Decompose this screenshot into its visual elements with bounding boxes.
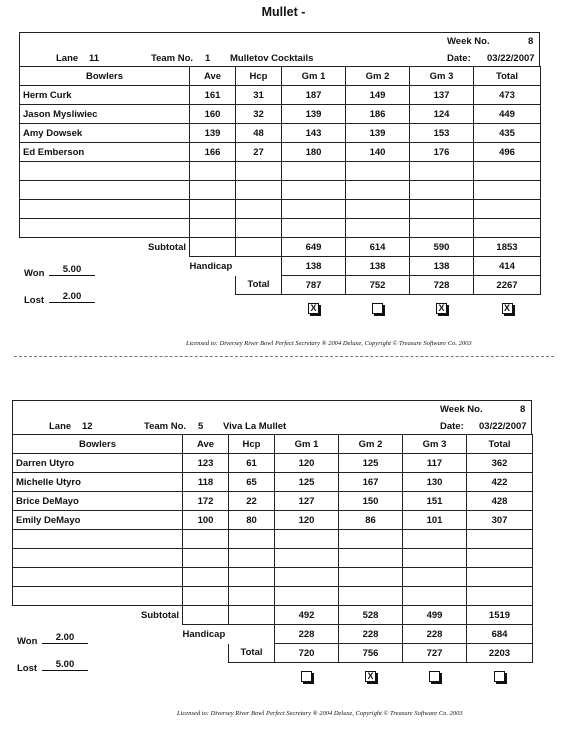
bowler-hcp: 32: [236, 105, 282, 124]
bowler-g3: 137: [410, 86, 474, 105]
empty-cell: [190, 219, 236, 238]
bowler-ave: 139: [190, 124, 236, 143]
total-value: 727: [403, 644, 467, 663]
bowler-ave: 123: [183, 454, 229, 473]
column-header: Ave: [190, 67, 236, 86]
empty-cell: [474, 219, 541, 238]
empty-cell: [13, 549, 183, 568]
bowler-name: Brice DeMayo: [13, 492, 183, 511]
won-label: Won: [17, 636, 38, 647]
subtotal-value: 1853: [474, 238, 541, 257]
handicap-label: Handicap: [182, 628, 226, 640]
team-number: 1: [205, 53, 211, 64]
lost-label: Lost: [17, 663, 38, 674]
empty-cell: [190, 238, 236, 257]
bowler-g3: 124: [410, 105, 474, 124]
empty-cell: [13, 568, 183, 587]
bowler-total: 496: [474, 143, 541, 162]
bowler-row: [13, 511, 533, 530]
game-win-checkbox[interactable]: X: [308, 303, 319, 314]
handicap-value: 228: [403, 625, 467, 644]
empty-cell: [183, 568, 229, 587]
handicap-value: 138: [282, 257, 346, 276]
empty-cell: [403, 530, 467, 549]
header-row: [20, 67, 541, 86]
empty-cell: [339, 568, 403, 587]
header-row: [13, 435, 533, 454]
lost-value: 5.00: [42, 659, 88, 671]
week-number: 8: [528, 36, 534, 47]
empty-cell: [190, 200, 236, 219]
game-win-checkbox[interactable]: X: [502, 303, 513, 314]
empty-cell: [339, 530, 403, 549]
bowler-g3: 176: [410, 143, 474, 162]
empty-cell: [190, 162, 236, 181]
bowler-total: 422: [467, 473, 533, 492]
bowler-g1: 187: [282, 86, 346, 105]
subtotal-value: 590: [410, 238, 474, 257]
empty-cell: [236, 181, 282, 200]
total-label: Total: [229, 644, 275, 663]
empty-cell: [410, 219, 474, 238]
bowler-total: 428: [467, 492, 533, 511]
empty-cell: [13, 587, 183, 606]
bowler-g3: 130: [403, 473, 467, 492]
bowler-hcp: 80: [229, 511, 275, 530]
bowler-g1: 120: [275, 511, 339, 530]
subtotal-row: [13, 606, 533, 625]
total-value: 787: [282, 276, 346, 295]
handicap-value: 228: [339, 625, 403, 644]
empty-cell: [275, 587, 339, 606]
subtotal-value: 614: [346, 238, 410, 257]
game-win-checkbox[interactable]: X: [436, 303, 447, 314]
empty-cell: [410, 200, 474, 219]
empty-cell: [339, 587, 403, 606]
empty-cell: [236, 162, 282, 181]
empty-cell: [20, 219, 190, 238]
bowler-g2: 149: [346, 86, 410, 105]
bowler-total: 449: [474, 105, 541, 124]
empty-cell: [229, 549, 275, 568]
empty-cell: [236, 200, 282, 219]
total-value: 728: [410, 276, 474, 295]
total-row: [20, 276, 541, 295]
column-header: Total: [467, 435, 533, 454]
bowler-row: [20, 105, 541, 124]
bowler-row: [13, 492, 533, 511]
column-header: Total: [474, 67, 541, 86]
empty-cell: [229, 587, 275, 606]
bowler-ave: 118: [183, 473, 229, 492]
bowler-g3: 151: [403, 492, 467, 511]
date-label: Date:: [440, 421, 464, 432]
empty-cell: [474, 200, 541, 219]
empty-cell: [282, 200, 346, 219]
team-label: Team No.: [144, 421, 187, 432]
empty-cell: [229, 606, 275, 625]
bowler-row: [20, 86, 541, 105]
column-header: Gm 1: [282, 67, 346, 86]
won-value: 5.00: [49, 264, 95, 276]
week-label: Week No.: [447, 36, 490, 47]
empty-cell: [190, 276, 236, 295]
empty-cell: [474, 162, 541, 181]
bowler-row: [20, 143, 541, 162]
total-row: [13, 644, 533, 663]
team-name: Viva La Mullet: [223, 421, 287, 432]
empty-cell: [467, 549, 533, 568]
empty-cell: [275, 568, 339, 587]
empty-cell: [20, 181, 190, 200]
empty-cell: [346, 200, 410, 219]
subtotal-row: [20, 238, 541, 257]
bowler-hcp: 65: [229, 473, 275, 492]
column-header: Gm 1: [275, 435, 339, 454]
won-label: Won: [24, 268, 45, 279]
bowler-name: Darren Utyro: [13, 454, 183, 473]
game-win-checkbox[interactable]: [301, 671, 312, 682]
empty-cell: [410, 162, 474, 181]
team-name: Mulletov Cocktails: [230, 53, 314, 64]
bowler-hcp: 48: [236, 124, 282, 143]
subtotal-value: 649: [282, 238, 346, 257]
empty-cell: [183, 530, 229, 549]
empty-cell: [403, 568, 467, 587]
page-title: Mullet -: [261, 5, 306, 19]
column-header: Ave: [183, 435, 229, 454]
bowler-g2: 140: [346, 143, 410, 162]
bowler-total: 307: [467, 511, 533, 530]
license-footer: Licensed to: Diversey River Bowl Perfect Secretary ® 2004 Deluxe, Copyright © Treasure Software Co. 2003: [177, 710, 463, 717]
bowler-g1: 143: [282, 124, 346, 143]
column-header: Gm 3: [403, 435, 467, 454]
handicap-label: Handicap: [189, 260, 233, 272]
game-win-checkbox[interactable]: [372, 303, 383, 314]
bowler-ave: 161: [190, 86, 236, 105]
subtotal-value: 499: [403, 606, 467, 625]
empty-cell: [346, 219, 410, 238]
game-win-checkbox[interactable]: [429, 671, 440, 682]
handicap-value: 138: [346, 257, 410, 276]
bowler-g2: 125: [339, 454, 403, 473]
week-number: 8: [520, 404, 526, 415]
bowler-name: Amy Dowsek: [20, 124, 190, 143]
team-label: Team No.: [151, 53, 194, 64]
bowler-g2: 139: [346, 124, 410, 143]
bowler-g1: 127: [275, 492, 339, 511]
empty-cell: [346, 181, 410, 200]
date-value: 03/22/2007: [487, 53, 535, 64]
bowler-hcp: 61: [229, 454, 275, 473]
empty-cell: [282, 219, 346, 238]
empty-cell: [20, 276, 190, 295]
empty-cell: [229, 530, 275, 549]
lost-label: Lost: [24, 295, 45, 306]
bowler-row: [13, 530, 533, 549]
empty-cell: [282, 181, 346, 200]
bowler-g2: 167: [339, 473, 403, 492]
handicap-value: 138: [410, 257, 474, 276]
bowler-row: [13, 473, 533, 492]
team-number: 5: [198, 421, 204, 432]
column-header: Bowlers: [20, 67, 190, 86]
total-label: Total: [236, 276, 282, 295]
empty-cell: [190, 181, 236, 200]
subtotal-value: 1519: [467, 606, 533, 625]
total-value: 2267: [474, 276, 541, 295]
empty-cell: [183, 587, 229, 606]
empty-cell: [20, 200, 190, 219]
lost-value: 2.00: [49, 291, 95, 303]
bowler-name: Herm Curk: [20, 86, 190, 105]
column-header: Hcp: [229, 435, 275, 454]
game-win-checkbox[interactable]: X: [365, 671, 376, 682]
empty-cell: [183, 549, 229, 568]
subtotal-value: 492: [275, 606, 339, 625]
score-table: [19, 66, 541, 295]
bowler-row: [13, 568, 533, 587]
handicap-value: 228: [275, 625, 339, 644]
column-header: Gm 2: [346, 67, 410, 86]
empty-cell: [236, 238, 282, 257]
bowler-g3: 117: [403, 454, 467, 473]
license-footer: Licensed to: Diversey River Bowl Perfect Secretary ® 2004 Deluxe, Copyright © Treasure Software Co. 2003: [186, 340, 472, 347]
week-label: Week No.: [440, 404, 483, 415]
game-win-checkbox[interactable]: [494, 671, 505, 682]
empty-cell: [275, 549, 339, 568]
bowler-hcp: 27: [236, 143, 282, 162]
empty-cell: [474, 181, 541, 200]
empty-cell: [346, 162, 410, 181]
handicap-value: 414: [474, 257, 541, 276]
bowler-g1: 125: [275, 473, 339, 492]
column-header: Gm 2: [339, 435, 403, 454]
empty-cell: [467, 587, 533, 606]
lane-number: 12: [82, 421, 93, 432]
bowler-ave: 166: [190, 143, 236, 162]
empty-cell: [410, 181, 474, 200]
divider: [14, 356, 554, 357]
empty-cell: [13, 530, 183, 549]
empty-cell: [183, 606, 229, 625]
bowler-name: Michelle Utyro: [13, 473, 183, 492]
bowler-name: Ed Emberson: [20, 143, 190, 162]
empty-cell: [20, 257, 190, 276]
total-value: 756: [339, 644, 403, 663]
total-value: 752: [346, 276, 410, 295]
empty-cell: [467, 530, 533, 549]
empty-cell: [275, 530, 339, 549]
empty-cell: [20, 162, 190, 181]
bowler-row: [13, 454, 533, 473]
bowler-total: 362: [467, 454, 533, 473]
empty-cell: [229, 568, 275, 587]
lane-number: 11: [89, 53, 100, 64]
bowler-ave: 100: [183, 511, 229, 530]
bowler-g3: 101: [403, 511, 467, 530]
bowler-g1: 180: [282, 143, 346, 162]
date-label: Date:: [447, 53, 471, 64]
column-header: Bowlers: [13, 435, 183, 454]
bowler-hcp: 22: [229, 492, 275, 511]
bowler-row: [20, 200, 541, 219]
bowler-g2: 86: [339, 511, 403, 530]
handicap-row: [13, 625, 533, 644]
bowler-row: [13, 549, 533, 568]
date-value: 03/22/2007: [479, 421, 527, 432]
bowler-row: [20, 219, 541, 238]
bowler-g2: 150: [339, 492, 403, 511]
empty-cell: [236, 219, 282, 238]
bowler-row: [20, 162, 541, 181]
bowler-row: [20, 124, 541, 143]
empty-cell: [467, 568, 533, 587]
bowler-row: [13, 587, 533, 606]
column-header: Hcp: [236, 67, 282, 86]
bowler-total: 473: [474, 86, 541, 105]
bowler-total: 435: [474, 124, 541, 143]
total-value: 720: [275, 644, 339, 663]
bowler-g2: 186: [346, 105, 410, 124]
empty-cell: [403, 549, 467, 568]
empty-cell: [183, 644, 229, 663]
empty-cell: [282, 162, 346, 181]
empty-cell: [13, 625, 183, 644]
bowler-hcp: 31: [236, 86, 282, 105]
total-value: 2203: [467, 644, 533, 663]
bowler-g1: 139: [282, 105, 346, 124]
column-header: Gm 3: [410, 67, 474, 86]
bowler-ave: 172: [183, 492, 229, 511]
won-value: 2.00: [42, 632, 88, 644]
empty-cell: [13, 644, 183, 663]
score-table: [12, 434, 533, 663]
subtotal-label: Subtotal: [148, 241, 186, 253]
lane-label: Lane: [56, 53, 79, 64]
bowler-row: [20, 181, 541, 200]
handicap-value: 684: [467, 625, 533, 644]
bowler-name: Emily DeMayo: [13, 511, 183, 530]
handicap-row: [20, 257, 541, 276]
empty-cell: [403, 587, 467, 606]
bowler-name: Jason Mysliwiec: [20, 105, 190, 124]
lane-label: Lane: [49, 421, 72, 432]
empty-cell: [339, 549, 403, 568]
bowler-g1: 120: [275, 454, 339, 473]
subtotal-value: 528: [339, 606, 403, 625]
bowler-ave: 160: [190, 105, 236, 124]
subtotal-label: Subtotal: [141, 609, 179, 621]
bowler-g3: 153: [410, 124, 474, 143]
